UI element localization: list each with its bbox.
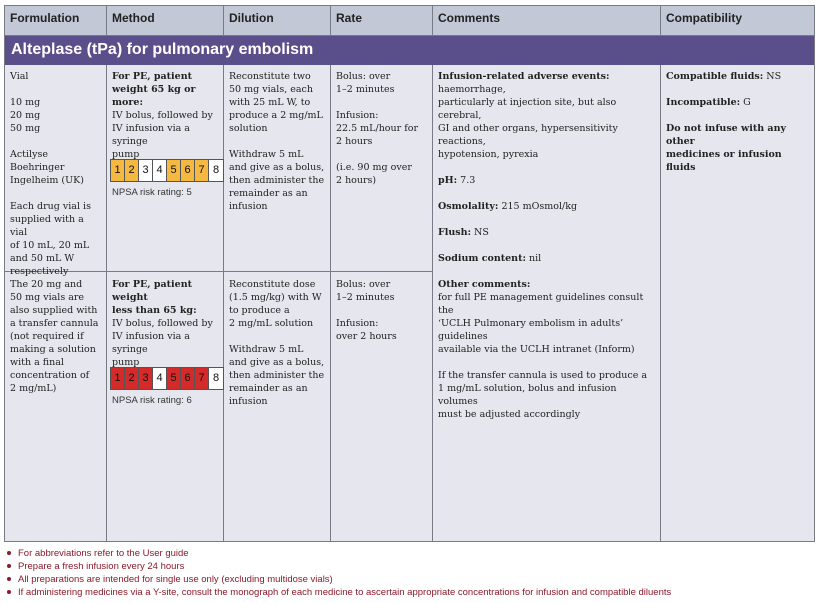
footnote-item: If administering medicines via a Y-site, consult the monograph of each medicine to ascertain appropriate concentrations for infusion and compatible diluents xyxy=(6,586,816,599)
rate-row1: Bolus: over 1–2 minutes Infusion: 22.5 mL/hour for 2 hours (i.e. 90 mg over 2 hours) xyxy=(336,71,418,186)
sodium-value: nil xyxy=(525,253,542,264)
footnote-item: Prepare a fresh infusion every 24 hours xyxy=(6,560,816,573)
dilution-row1: Reconstitute two 50 mg vials, each with 25 mL W, to produce a 2 mg/mL solution Withdraw 5 mL and give as a bolus, then administer the remainder as an infusion xyxy=(229,71,325,212)
do-not-infuse-note: Do not infuse with any other medicines or infusion fluids xyxy=(666,123,787,173)
risk-row2-cell: 7 xyxy=(195,368,209,389)
risk-row2-cell: 4 xyxy=(153,368,167,389)
ph-value: 7.3 xyxy=(457,175,476,186)
osmolality-label: Osmolality: xyxy=(438,201,499,212)
sodium-label: Sodium content: xyxy=(438,253,526,264)
footnote-item: All preparations are intended for single use only (excluding multidose vials) xyxy=(6,573,816,586)
flush-label: Flush: xyxy=(438,227,472,238)
risk-row1-cell: 6 xyxy=(181,160,195,181)
risk-row1-cell: 7 xyxy=(195,160,209,181)
header-rate: Rate xyxy=(331,6,433,36)
flush-value: NS xyxy=(471,227,489,238)
ph-label: pH: xyxy=(438,175,458,186)
compatible-fluids-value: NS xyxy=(763,71,782,82)
risk-rating-row1: NPSA risk rating: 5 xyxy=(112,187,192,198)
header-comments: Comments xyxy=(433,6,661,36)
risk-rating-row2: NPSA risk rating: 6 xyxy=(112,395,192,406)
formulation-cannula-note: The 20 mg and 50 mg vials are also supplied with a transfer cannula (not required if making a solution with a final concentration of 2 mg/mL) xyxy=(10,279,99,394)
risk-row2-cell: 2 xyxy=(125,368,139,389)
header-method: Method xyxy=(107,6,224,36)
risk-row1-cell: 1 xyxy=(111,160,125,181)
method-row1-text: IV bolus, followed by IV infusion via a syringe pump xyxy=(112,110,213,160)
risk-row2-cell: 6 xyxy=(181,368,195,389)
header-dilution: Dilution xyxy=(224,6,331,36)
osmolality-value: 215 mOsmol/kg xyxy=(498,201,578,212)
rate-row2: Bolus: over 1–2 minutes Infusion: over 2 hours xyxy=(336,279,397,342)
risk-row2-cell: 1 xyxy=(111,368,125,389)
risk-row1-cell: 4 xyxy=(153,160,167,181)
footnote-item: For abbreviations refer to the User guide xyxy=(6,547,816,560)
adverse-events-label: Infusion-related adverse events: xyxy=(438,71,610,82)
incompatible-label: Incompatible: xyxy=(666,97,741,108)
adverse-events-text: haemorrhage, particularly at injection site, but also cerebral, GI and other organs, hypersensitivity reactions, hypotension, pyrexia xyxy=(438,84,618,160)
method-row1-condition: For PE, patient weight 65 kg or more: xyxy=(112,71,196,108)
risk-scale-row1 xyxy=(110,159,224,182)
footnotes xyxy=(6,547,816,599)
comments-cell xyxy=(433,70,660,421)
risk-row2-cell: 8 xyxy=(209,368,223,389)
incompatible-value: G xyxy=(740,97,751,108)
risk-scale-row2 xyxy=(110,367,224,390)
risk-row2-cell: 3 xyxy=(139,368,153,389)
risk-row1-cell: 2 xyxy=(125,160,139,181)
method-row1 xyxy=(107,70,223,161)
method-row2-text: IV bolus, followed by IV infusion via a syringe pump xyxy=(112,318,213,368)
risk-row1-cell: 3 xyxy=(139,160,153,181)
other-comments-label: Other comments: xyxy=(438,279,531,290)
header-formulation: Formulation xyxy=(5,6,107,36)
other-comments-text: for full PE management guidelines consult the ‘UCLH Pulmonary embolism in adults’ guidelines available via the UCLH intranet (Inform) If the transfer cannula is used to produce a 1 mg/mL solution, bolus and infusion volumes must be adjusted accordingly xyxy=(438,292,648,420)
compatibility-cell xyxy=(661,70,814,174)
risk-row2-cell: 5 xyxy=(167,368,181,389)
risk-row1-cell: 8 xyxy=(209,160,223,181)
drug-title: Alteplase (tPa) for pulmonary embolism xyxy=(5,36,814,65)
monograph-table xyxy=(4,5,815,542)
header-compatibility: Compatibility xyxy=(661,6,814,36)
compatible-fluids-label: Compatible fluids: xyxy=(666,71,764,82)
dilution-row2: Reconstitute dose (1.5 mg/kg) with W to produce a 2 mg/mL solution Withdraw 5 mL and give as a bolus, then administer the remainder as an infusion xyxy=(229,279,325,407)
method-row2-condition: For PE, patient weight less than 65 kg: xyxy=(112,279,197,316)
risk-row1-cell: 5 xyxy=(167,160,181,181)
method-row2 xyxy=(107,278,223,369)
formulation-details: Vial 10 mg 20 mg 50 mg Actilyse Boehringer Ingelheim (UK) Each drug vial is supplied with a vial of 10 mL, 20 mL and 50 mL W respectively xyxy=(10,71,91,277)
